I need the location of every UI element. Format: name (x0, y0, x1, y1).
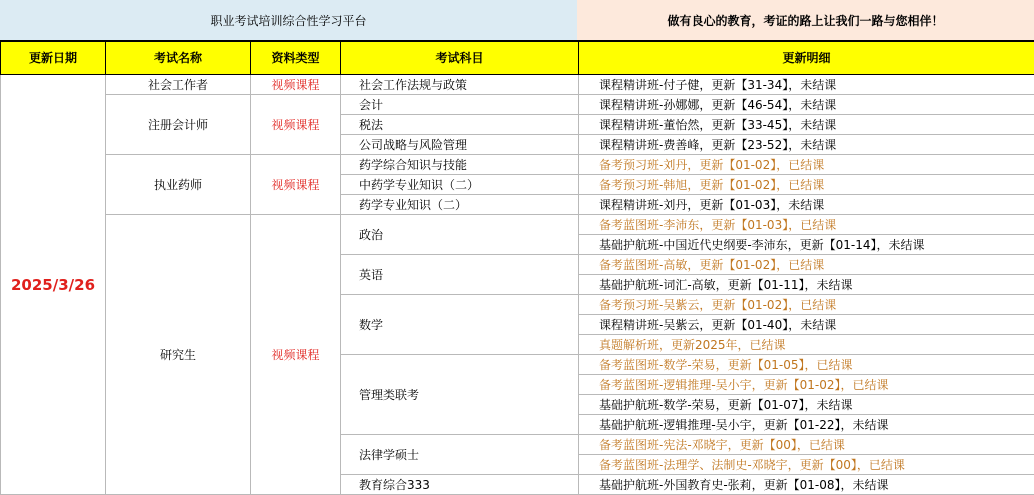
detail: 课程精讲班-刘丹，更新【01-03】，未结课 (579, 195, 1034, 215)
table-row (1, 75, 1034, 95)
detail: 备考蓝图班-法理学、法制史-邓晓宇，更新【00】，已结课 (579, 455, 1034, 475)
subject: 政治 (341, 215, 579, 255)
exam-name: 社会工作者 (106, 75, 251, 95)
detail: 基础护航班-外国教育史-张莉，更新【01-08】，未结课 (579, 475, 1034, 495)
exam-name: 执业药师 (106, 155, 251, 215)
slogan: 做有良心的教育，考证的路上让我们一路与您相伴！ (577, 0, 1034, 40)
subject: 英语 (341, 255, 579, 295)
detail: 备考预习班-韩旭，更新【01-02】，已结课 (579, 175, 1034, 195)
detail: 课程精讲班-费善峰，更新【23-52】，未结课 (579, 135, 1034, 155)
table-row (1, 215, 1034, 235)
detail: 备考蓝图班-李沛东，更新【01-03】，已结课 (579, 215, 1034, 235)
material-type: 视频课程 (251, 75, 341, 95)
detail: 基础护航班-中国近代史纲要-李沛东，更新【01-14】，未结课 (579, 235, 1034, 255)
header-date: 更新日期 (1, 41, 106, 75)
table-row (1, 95, 1034, 115)
detail: 课程精讲班-吴紫云，更新【01-40】，未结课 (579, 315, 1034, 335)
subject: 中药学专业知识（二） (341, 175, 579, 195)
update-date: 2025/3/26 (1, 75, 106, 495)
header-type: 资料类型 (251, 41, 341, 75)
header-subject: 考试科目 (341, 41, 579, 75)
subject: 药学综合知识与技能 (341, 155, 579, 175)
banner (0, 0, 1034, 40)
subject: 法律学硕士 (341, 435, 579, 475)
detail: 课程精讲班-付子健，更新【31-34】，未结课 (579, 75, 1034, 95)
subject: 教育综合333 (341, 475, 579, 495)
update-table (0, 40, 1034, 495)
material-type: 视频课程 (251, 215, 341, 495)
detail: 真题解析班，更新2025年，已结课 (579, 335, 1034, 355)
subject: 会计 (341, 95, 579, 115)
exam-name: 研究生 (106, 215, 251, 495)
subject: 税法 (341, 115, 579, 135)
subject: 管理类联考 (341, 355, 579, 435)
detail: 备考预习班-刘丹，更新【01-02】，已结课 (579, 155, 1034, 175)
platform-title: 职业考试培训综合性学习平台 (0, 0, 577, 40)
detail: 基础护航班-词汇-高敏，更新【01-11】，未结课 (579, 275, 1034, 295)
detail: 课程精讲班-孙娜娜，更新【46-54】，未结课 (579, 95, 1034, 115)
subject: 数学 (341, 295, 579, 355)
detail: 备考蓝图班-逻辑推理-吴小宇，更新【01-02】，已结课 (579, 375, 1034, 395)
subject: 药学专业知识（二） (341, 195, 579, 215)
detail: 备考蓝图班-宪法-邓晓宇，更新【00】，已结课 (579, 435, 1034, 455)
exam-name: 注册会计师 (106, 95, 251, 155)
material-type: 视频课程 (251, 155, 341, 215)
subject: 社会工作法规与政策 (341, 75, 579, 95)
detail: 备考预习班-吴紫云，更新【01-02】，已结课 (579, 295, 1034, 315)
material-type: 视频课程 (251, 95, 341, 155)
subject: 公司战略与风险管理 (341, 135, 579, 155)
detail: 课程精讲班-董怡然，更新【33-45】，未结课 (579, 115, 1034, 135)
detail: 备考蓝图班-数学-荣易，更新【01-05】，已结课 (579, 355, 1034, 375)
table-header-row (1, 41, 1034, 75)
detail: 基础护航班-逻辑推理-吴小宇，更新【01-22】，未结课 (579, 415, 1034, 435)
header-detail: 更新明细 (579, 41, 1034, 75)
header-exam: 考试名称 (106, 41, 251, 75)
detail: 基础护航班-数学-荣易，更新【01-07】，未结课 (579, 395, 1034, 415)
table-row (1, 155, 1034, 175)
detail: 备考蓝图班-高敏，更新【01-02】，已结课 (579, 255, 1034, 275)
